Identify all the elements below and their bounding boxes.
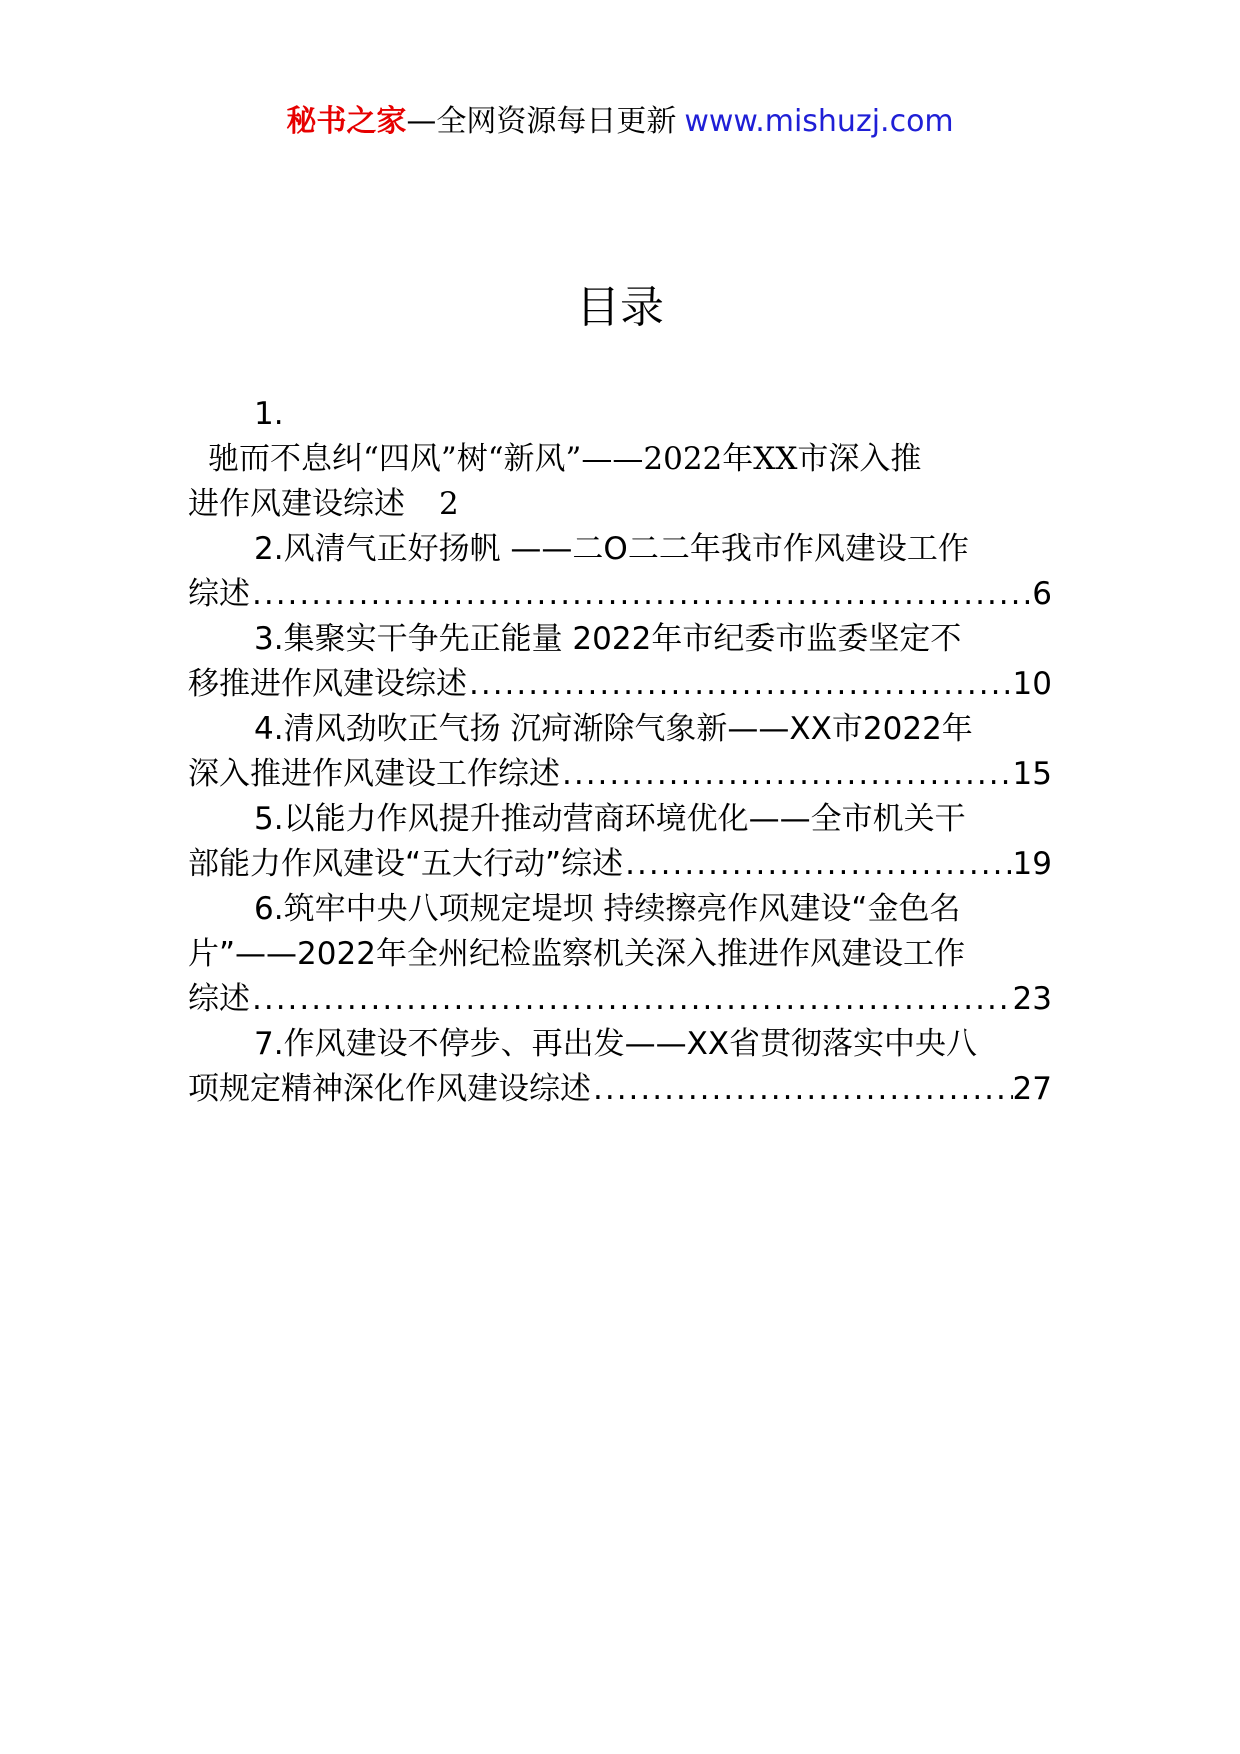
toc-entry-title-line: 4.清风劲吹正气扬 沉疴渐除气象新——XX市2022年 bbox=[254, 711, 973, 747]
toc-entry-title-line: 综述 ..... 23 bbox=[188, 977, 1052, 1022]
site-tagline: —全网资源每日更新 bbox=[406, 104, 677, 139]
toc-dot-leader bbox=[560, 752, 1013, 797]
toc-page-number: 19 bbox=[1012, 846, 1052, 882]
toc-entry-number: 1. bbox=[254, 396, 284, 432]
toc-entry-6[interactable] bbox=[188, 887, 1052, 1022]
toc-page-number: 6 bbox=[1032, 576, 1052, 612]
toc-entry-title-line: 5.以能力作风提升推动营商环境优化——全市机关干 bbox=[254, 801, 966, 837]
toc-entry-title-line: 项规定精神深化作风建设综述 ..... 27 bbox=[188, 1067, 1052, 1112]
toc-page-number: 10 bbox=[1012, 666, 1052, 702]
toc-entry-title-line: 进作风建设综述 2 bbox=[188, 482, 1052, 527]
toc-entry-title-line: 3.集聚实干争先正能量 2022年市纪委市监委坚定不 bbox=[254, 621, 962, 657]
toc-entry-title-line: 片”——2022年全州纪检监察机关深入推进作风建设工作 bbox=[188, 936, 965, 972]
site-url-link[interactable]: www.mishuzj.com bbox=[684, 104, 954, 139]
toc-entry-7[interactable] bbox=[188, 1022, 1052, 1112]
toc-entry-title-line: 7.作风建设不停步、再出发——XX省贯彻落实中央八 bbox=[254, 1026, 978, 1062]
toc-entry-3[interactable] bbox=[188, 617, 1052, 707]
toc-page-number: 23 bbox=[1012, 981, 1052, 1017]
toc-entry-title-line: 部能力作风建设“五大行动”综述 ..... 19 bbox=[188, 842, 1052, 887]
document-title: 目录 bbox=[576, 282, 664, 333]
toc-page-number: 15 bbox=[1012, 756, 1052, 792]
site-brand: 秘书之家 bbox=[286, 104, 407, 139]
toc-entry-title-line: 深入推进作风建设工作综述 ..... 15 bbox=[188, 752, 1052, 797]
toc-dot-leader bbox=[591, 1067, 1013, 1112]
toc-entry-5[interactable] bbox=[188, 797, 1052, 887]
toc-entry-2[interactable] bbox=[188, 527, 1052, 617]
toc-entry-title-line: 6.筑牢中央八项规定堤坝 持续擦亮作风建设“金色名 bbox=[254, 891, 961, 927]
toc-page-number: 27 bbox=[1012, 1071, 1052, 1107]
toc-dot-leader bbox=[467, 662, 1013, 707]
toc-entry-title-line: 综述 ..... 6 bbox=[188, 572, 1052, 617]
toc-dot-leader bbox=[250, 977, 1013, 1022]
toc-entry-title-line: 2.风清气正好扬帆 ——二O二二年我市作风建设工作 bbox=[254, 531, 969, 567]
toc-page-number: 2 bbox=[439, 486, 459, 522]
toc-entry-1[interactable] bbox=[188, 392, 1052, 527]
toc-dot-leader bbox=[250, 572, 1032, 617]
table-of-contents bbox=[188, 392, 1052, 1112]
toc-dot-leader bbox=[623, 842, 1012, 887]
toc-entry-4[interactable] bbox=[188, 707, 1052, 797]
site-header bbox=[0, 102, 1240, 142]
toc-entry-title-line: 驰而不息纠“四风”树“新风”——2022年XX市深入推 bbox=[208, 441, 922, 477]
toc-entry-title-line: 移推进作风建设综述 ..... 10 bbox=[188, 662, 1052, 707]
